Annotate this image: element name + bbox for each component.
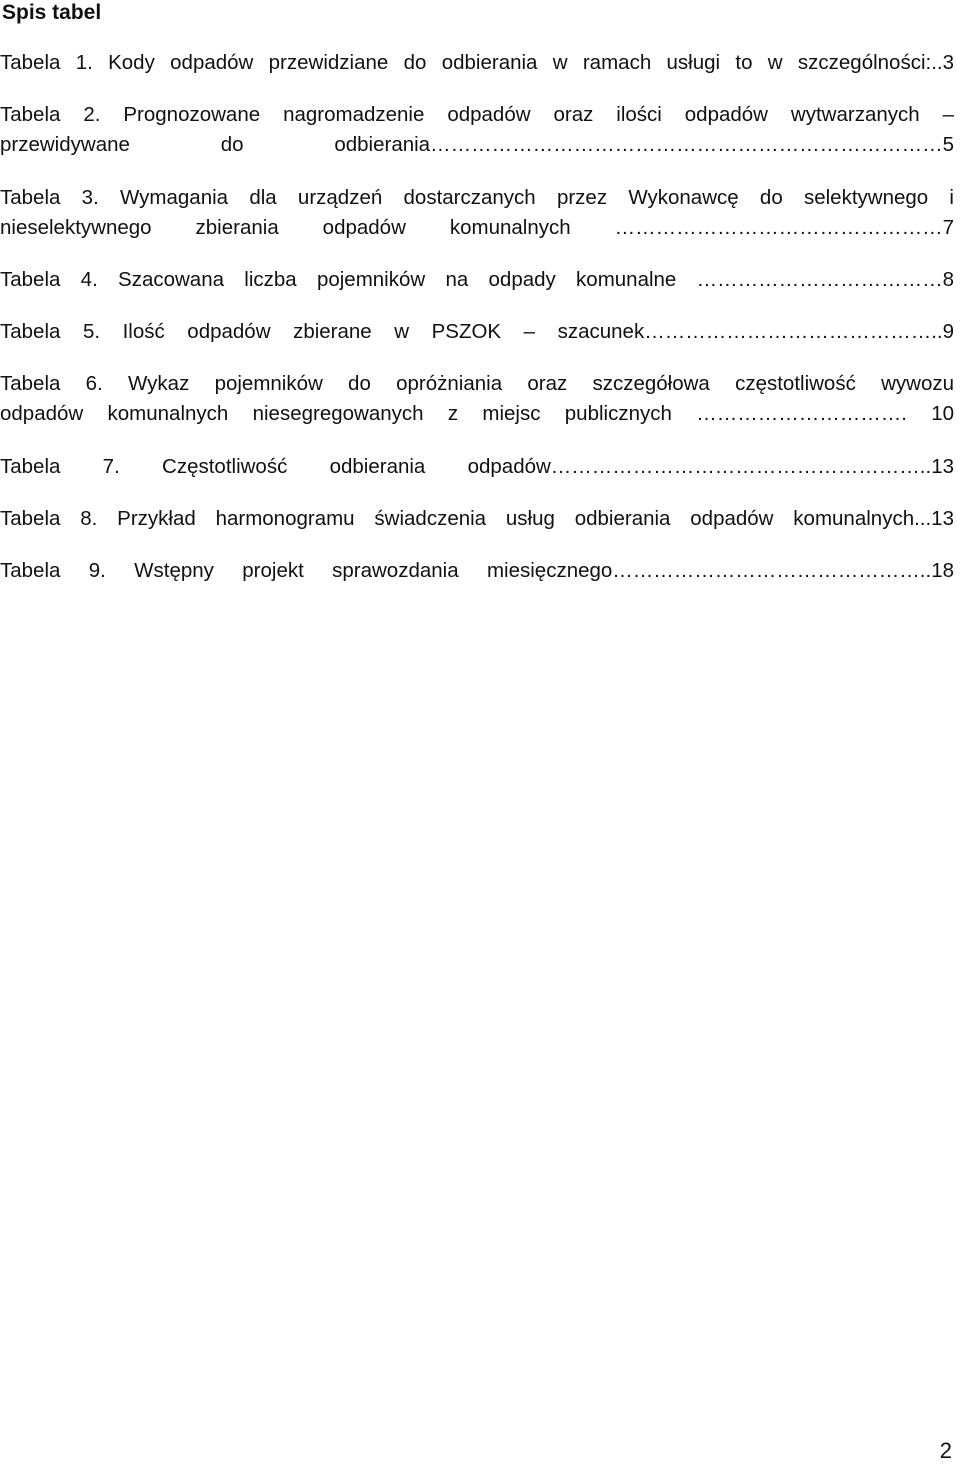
toc-entry-tabela-9 [0, 556, 954, 586]
toc-entry-line: odpadów komunalnych niesegregowanych z miejsc publicznych …………………………. 10 [0, 402, 954, 425]
toc-entry-line: Tabela 6. Wykaz pojemników do opróżniania oraz szczegółowa częstotliwość wywozu [0, 372, 954, 395]
toc-heading: Spis tabel [2, 1, 102, 24]
toc-entry-tabela-2 [0, 100, 954, 160]
toc-entry-line: przewidywane do odbierania…………………………………………………………………5 [0, 133, 954, 156]
toc-entry-line: Tabela 8. Przykład harmonogramu świadczenia usług odbierania odpadów komunalnych...13 [0, 507, 954, 530]
toc-entry-tabela-8 [0, 504, 954, 534]
toc-entry-line: Tabela 7. Częstotliwość odbierania odpadów………………………………………………..13 [0, 455, 954, 478]
toc-entry-tabela-5 [0, 317, 954, 347]
toc-entry-tabela-3 [0, 183, 954, 243]
toc-entry-line: nieselektywnego zbierania odpadów komunalnych …………………………………………7 [0, 216, 954, 239]
toc-entry-line: Tabela 1. Kody odpadów przewidziane do odbierania w ramach usługi to w szczególności:..3 [0, 51, 954, 74]
toc-entry-line: Tabela 2. Prognozowane nagromadzenie odpadów oraz ilości odpadów wytwarzanych – [0, 103, 954, 126]
toc-entry-tabela-1 [0, 48, 954, 78]
toc-entry-line: Tabela 9. Wstępny projekt sprawozdania miesięcznego………………………………………..18 [0, 559, 954, 582]
page-number: 2 [939, 1438, 952, 1463]
toc-entry-tabela-6 [0, 369, 954, 429]
toc-entry-tabela-7 [0, 452, 954, 482]
toc-entry-tabela-4 [0, 265, 954, 295]
toc-entry-line: Tabela 3. Wymagania dla urządzeń dostarczanych przez Wykonawcę do selektywnego i [0, 186, 954, 209]
toc-entry-line: Tabela 4. Szacowana liczba pojemników na odpady komunalne ………………………………8 [0, 268, 954, 291]
toc-entry-line: Tabela 5. Ilość odpadów zbierane w PSZOK – szacunek……………………………………..9 [0, 320, 954, 343]
